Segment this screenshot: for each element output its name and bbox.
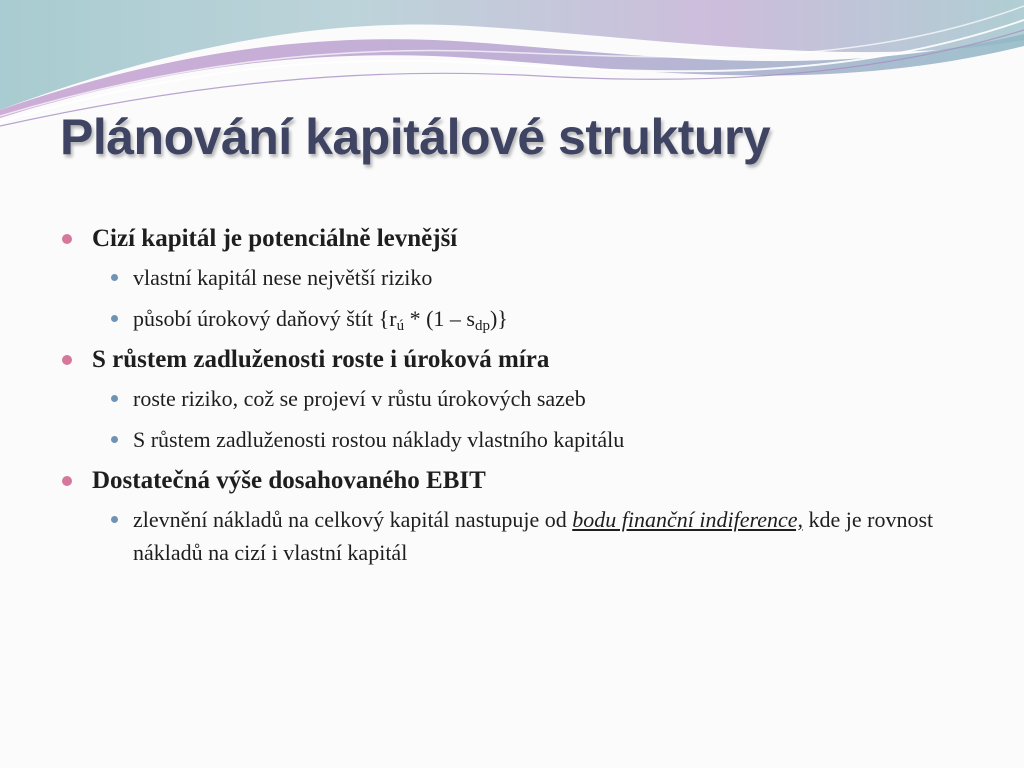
bullet-icon (111, 315, 118, 322)
sub-list-item (62, 503, 962, 569)
list-item-text: S růstem zadluženosti roste i úroková míra (92, 346, 550, 373)
sub-list-item-text: vlastní kapitál nese největší riziko (133, 265, 433, 290)
bullet-icon (111, 516, 118, 523)
bullet-icon (111, 274, 118, 281)
slide-title: Plánování kapitálové struktury (60, 109, 771, 165)
list-item (62, 464, 962, 498)
formula-prefix: působí úrokový daňový štít {r (133, 306, 397, 331)
sub-list-item (62, 302, 962, 335)
sub-list-item (62, 423, 962, 456)
bullet-icon (62, 234, 72, 244)
formula-suffix: )} (489, 306, 508, 331)
list-item (62, 343, 962, 377)
list-item-text: Cizí kapitál je potenciálně levnější (92, 225, 458, 252)
bullet-icon (111, 436, 118, 443)
formula-subscript: dp (474, 318, 490, 334)
sub-list-item (62, 382, 962, 415)
bullet-icon (62, 355, 72, 365)
bullet-icon (111, 395, 118, 402)
sub-list-item-text: S růstem zadluženosti rostou náklady vlastního kapitálu (133, 427, 625, 452)
formula-subscript: ú (396, 318, 405, 334)
sub-list-item-text: zlevnění nákladů na celkový kapitál nastupuje od (133, 507, 573, 532)
sub-list-item-text: roste riziko, což se projeví v růstu úrokových sazeb (133, 386, 586, 411)
bullet-list (62, 222, 962, 577)
list-item (62, 222, 962, 256)
list-item-text: Dostatečná výše dosahovaného EBIT (92, 467, 486, 494)
emphasized-term: bodu finanční indiference, (572, 507, 803, 532)
sub-list-item-text: kde je rovnost nákladů na cizí i vlastní kapitál (133, 507, 934, 565)
sub-list-item (62, 261, 962, 294)
formula-middle: * (1 – s (404, 306, 475, 331)
bullet-icon (62, 476, 72, 486)
